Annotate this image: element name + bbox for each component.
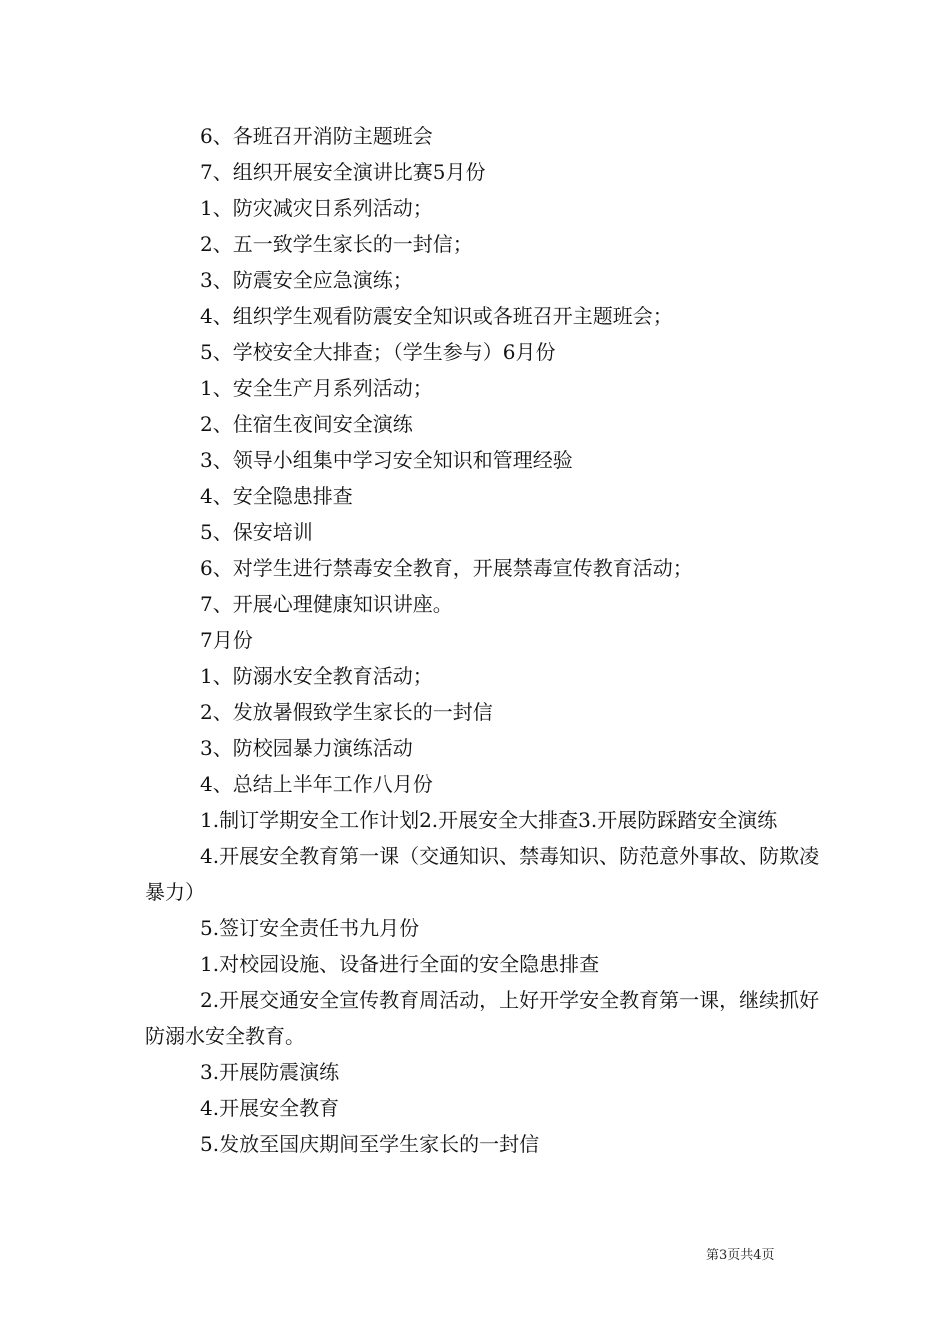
paragraph: 7、组织开展安全演讲比赛5月份 — [200, 160, 486, 184]
paragraph: 3、防震安全应急演练； — [200, 268, 413, 292]
paragraph: 2.开展交通安全宣传教育周活动，上好开学安全教育第一课，继续抓好防溺水安全教育。 — [145, 988, 820, 1048]
paragraph: 5.发放至国庆期间至学生家长的一封信 — [200, 1132, 540, 1156]
paragraph: 1、防灾减灾日系列活动； — [200, 196, 433, 220]
paragraph: 4.开展安全教育第一课（交通知识、禁毒知识、防范意外事故、防欺凌暴力） — [145, 844, 820, 904]
paragraph: 6、对学生进行禁毒安全教育，开展禁毒宣传教育活动； — [200, 556, 693, 580]
paragraph: 6、各班召开消防主题班会 — [200, 124, 433, 148]
paragraph: 1.制订学期安全工作计划2.开展安全大排查3.开展防踩踏安全演练 — [200, 808, 778, 832]
paragraph: 1、安全生产月系列活动； — [200, 376, 433, 400]
paragraph: 2、住宿生夜间安全演练 — [200, 412, 413, 436]
paragraph: 1.对校园设施、设备进行全面的安全隐患排查 — [200, 952, 600, 976]
paragraph: 7月份 — [200, 628, 253, 652]
paragraph: 1、防溺水安全教育活动； — [200, 664, 433, 688]
paragraph: 5、保安培训 — [200, 520, 313, 544]
paragraph: 4、总结上半年工作八月份 — [200, 772, 433, 796]
paragraph: 2、五一致学生家长的一封信； — [200, 232, 473, 256]
document-body — [145, 118, 825, 1162]
paragraph: 5.签订安全责任书九月份 — [200, 916, 420, 940]
paragraph: 4.开展安全教育 — [200, 1096, 340, 1120]
paragraph: 4、组织学生观看防震安全知识或各班召开主题班会； — [200, 304, 673, 328]
paragraph: 3、领导小组集中学习安全知识和管理经验 — [200, 448, 573, 472]
paragraph: 3.开展防震演练 — [200, 1060, 340, 1084]
page-number: 第3页共4页 — [706, 1248, 775, 1263]
paragraph: 4、安全隐患排查 — [200, 484, 353, 508]
paragraph: 3、防校园暴力演练活动 — [200, 736, 413, 760]
paragraph: 5、学校安全大排查；（学生参与）6月份 — [200, 340, 556, 364]
paragraph: 7、开展心理健康知识讲座。 — [200, 592, 453, 616]
paragraph: 2、发放暑假致学生家长的一封信 — [200, 700, 493, 724]
